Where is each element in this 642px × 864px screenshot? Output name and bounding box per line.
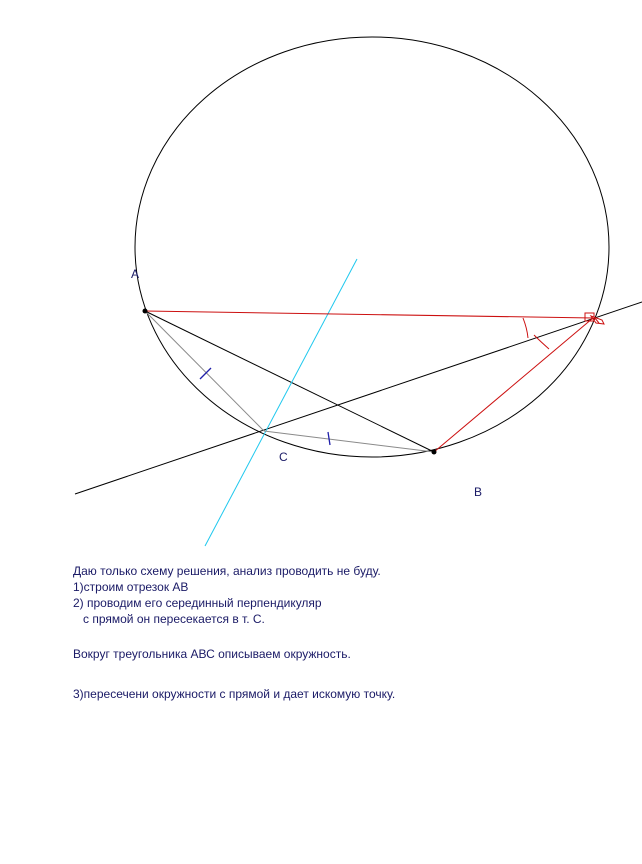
angle-arc-upper bbox=[523, 318, 528, 338]
circumcircle bbox=[135, 37, 609, 457]
segment-ab bbox=[145, 311, 434, 452]
label-c: C bbox=[279, 450, 288, 464]
tick-mark-ac bbox=[200, 368, 211, 379]
vertex-b bbox=[432, 450, 437, 455]
segment-ac bbox=[145, 311, 264, 431]
text-line-step1: 1)строим отрезок АВ bbox=[73, 580, 189, 594]
text-line-step3: 3)пересечени окружности с прямой и дает искомую точку. bbox=[73, 687, 396, 701]
solution-text bbox=[73, 563, 633, 702]
segment-cb bbox=[264, 431, 434, 452]
text-line-circumcircle: Вокруг треугольника АВС описываем окружность. bbox=[73, 647, 351, 661]
given-line bbox=[75, 302, 642, 494]
vertex-a bbox=[143, 309, 148, 314]
red-segment-b-to-point bbox=[434, 318, 593, 452]
label-b: B bbox=[474, 485, 483, 499]
perpendicular-bisector bbox=[205, 259, 357, 546]
red-segment-a-to-point bbox=[145, 311, 593, 318]
angle-arc-lower bbox=[534, 335, 549, 349]
label-a: A bbox=[131, 267, 140, 281]
text-line-intro: Даю только схему решения, анализ проводить не буду. bbox=[73, 564, 381, 578]
text-line-step2: 2) проводим его серединный перпендикуляр bbox=[73, 596, 322, 610]
text-line-step2-cont: с прямой он пересекается в т. С. bbox=[73, 612, 265, 626]
